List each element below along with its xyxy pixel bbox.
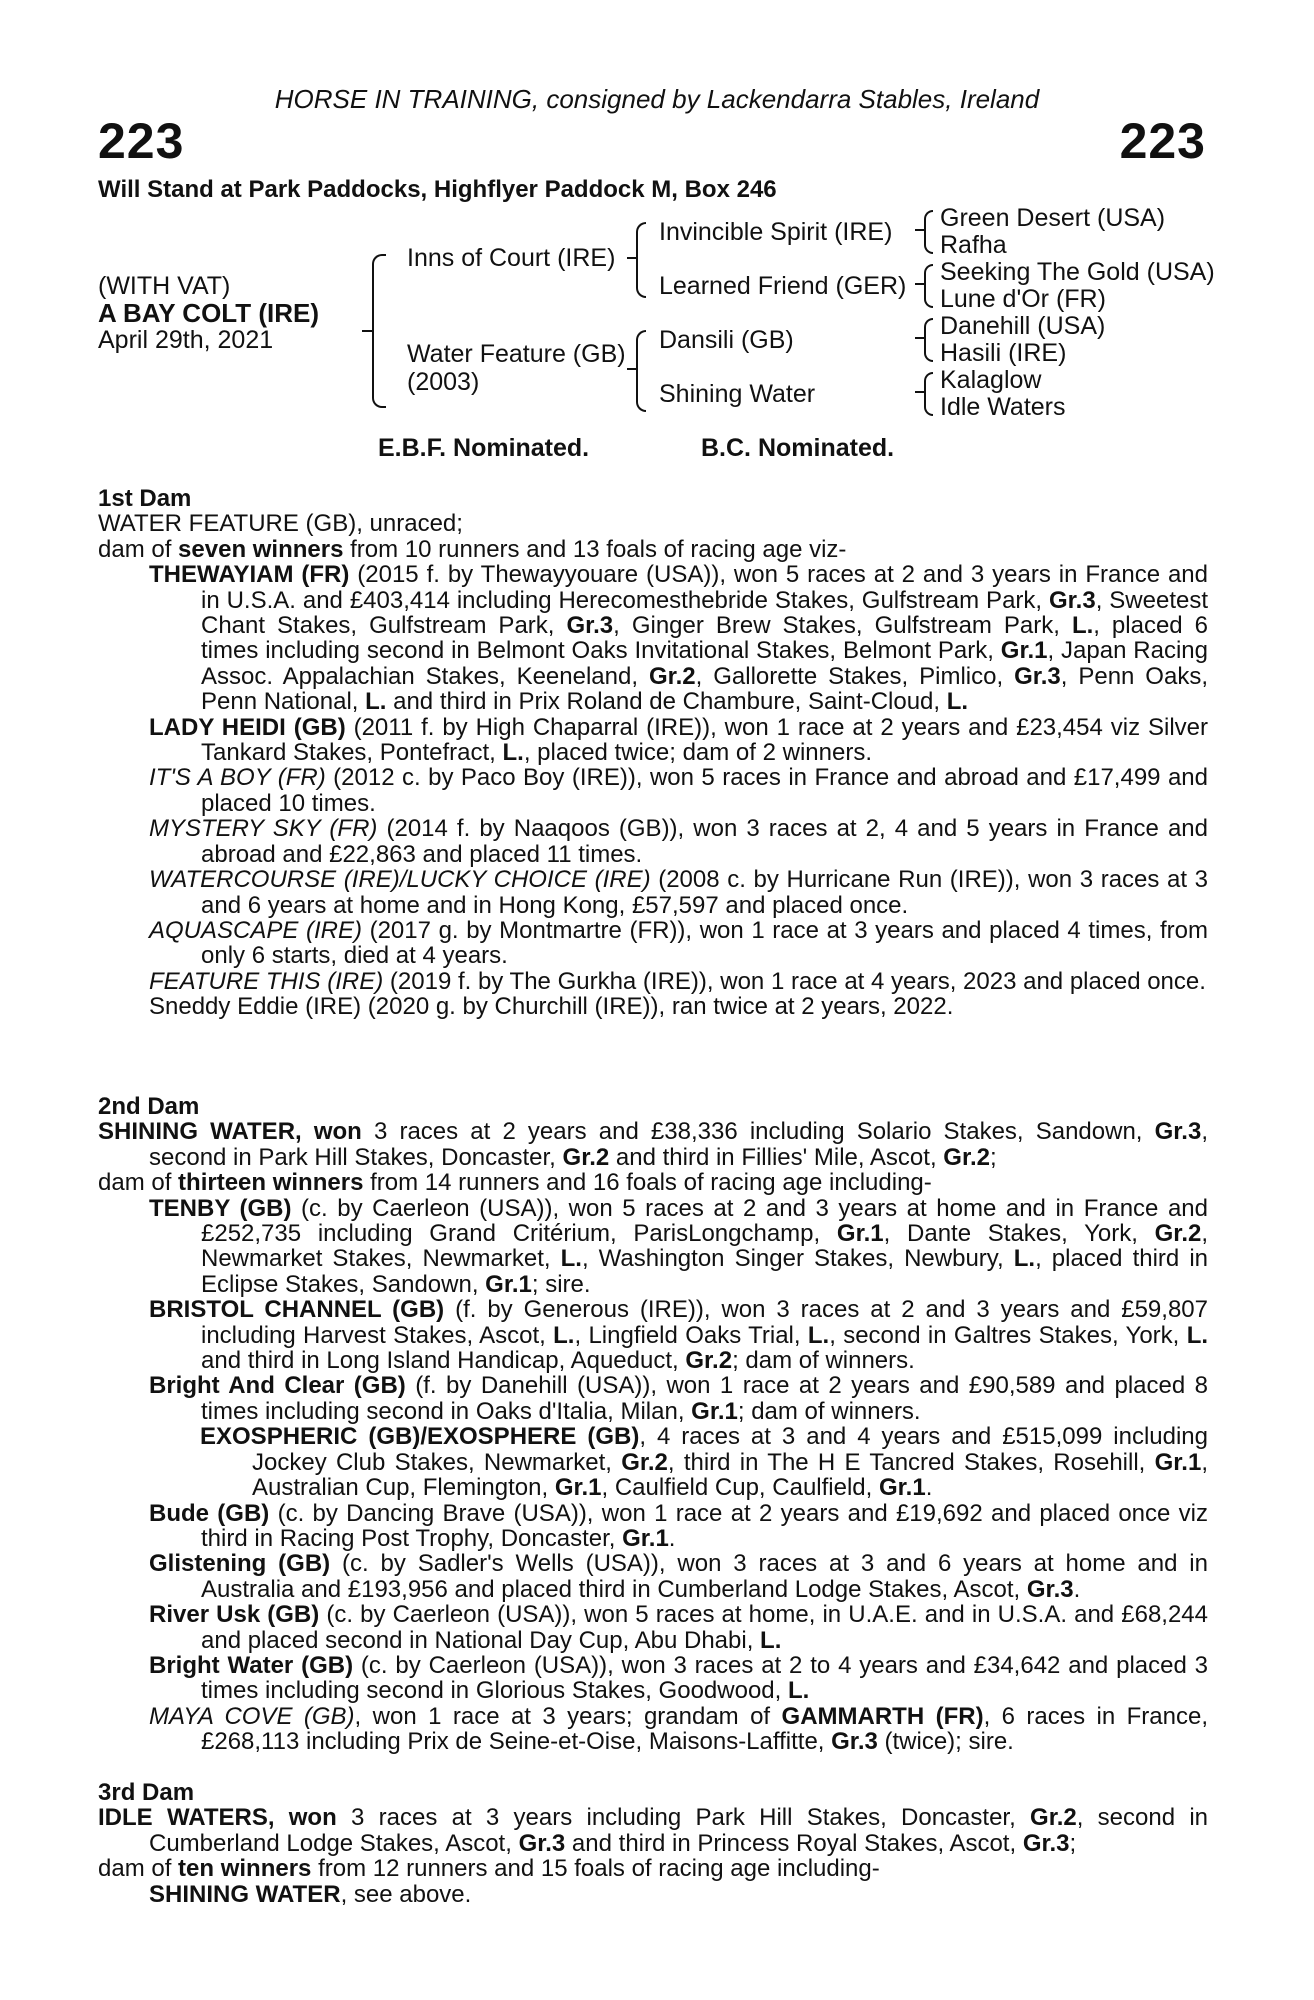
stand-location: Will Stand at Park Paddocks, Highflyer Paddock M, Box 246 — [98, 176, 777, 203]
first-dam-progeny-aquascape: AQUASCAPE (IRE) (2017 g. by Montmartre (FR)), won 1 race at 3 years and placed 4 times, from only 6 starts, died at 4 years. — [149, 916, 1208, 970]
pedigree-brace-g3d — [924, 372, 933, 416]
first-dam-progeny-thewayiam: THEWAYIAM (FR) (2015 f. by Thewayyouare (USA)), won 5 races at 2 and 3 years in France and in U.S.A. and £403,414 including Herecomesthebride Stakes, Gulfstream Park, Gr.3, Sweetest Chant Stakes, Gulfstream Park, Gr.3, Ginger Brew Stakes, Gulfstream Park, L., placed 6 times including second in Belmont Oaks Invitational Stakes, Belmont Park, Gr.1, Japan Racing Assoc. Appalachian Stakes, Keeneland, Gr.2, Gallorette Stakes, Pimlico, Gr.3, Penn Oaks, Penn National, L. and third in Prix Roland de Chambure, Saint-Cloud, L. — [149, 561, 1209, 716]
second-dam-summary: dam of thirteen winners from 14 runners and 16 foals of racing age including- — [98, 1169, 932, 1197]
lot-number-left: 223 — [98, 113, 185, 169]
pedigree-dam-sire: Dansili (GB) — [659, 326, 794, 354]
second-dam-progeny-bristol-channel: BRISTOL CHANNEL (GB) (f. by Generous (IRE)), won 3 races at 2 and 3 years and £59,807 including Harvest Stakes, Ascot, L., Lingfield Oaks Trial, L., second in Galtres Stakes, York, L. and third in Long Island Handicap, Aqueduct, Gr.2; dam of winners. — [149, 1296, 1209, 1375]
horse-name: A BAY COLT (IRE) — [98, 298, 320, 328]
consignment-header: HORSE IN TRAINING, consigned by Lackendarra Stables, Ireland — [274, 84, 1040, 114]
pedigree-g3-5: Danehill (USA) — [940, 312, 1106, 340]
first-dam-heading: 1st Dam — [98, 485, 192, 512]
lot-number-right: 223 — [1119, 113, 1206, 169]
third-dam-progeny-shining-water: SHINING WATER, see above. — [149, 1880, 472, 1908]
first-dam-intro: WATER FEATURE (GB), unraced; — [98, 510, 463, 538]
pedigree-dam-year: (2003) — [407, 368, 480, 396]
pedigree-brace-dam — [636, 330, 646, 412]
first-dam-progeny-its-a-boy: IT'S A BOY (FR) (2012 c. by Paco Boy (IRE)), won 5 races in France and abroad and £17,499 and placed 10 times. — [149, 764, 1209, 817]
third-dam-heading: 3rd Dam — [98, 1779, 195, 1806]
first-dam-progeny-mystery-sky: MYSTERY SKY (FR) (2014 f. by Naaqoos (GB)), won 3 races at 2, 4 and 5 years in France and abroad and £22,863 and placed 11 times. — [149, 815, 1209, 868]
pedigree-g3-6: Hasili (IRE) — [940, 339, 1067, 367]
first-dam-progeny-watercourse: WATERCOURSE (IRE)/LUCKY CHOICE (IRE) (2008 c. by Hurricane Run (IRE)), won 3 races at 3 and 6 years at home and in Hong Kong, £57,597 and placed once. — [149, 866, 1209, 919]
third-dam-record: IDLE WATERS, won 3 races at 3 years including Park Hill Stakes, Doncaster, Gr.2, second in Cumberland Lodge Stakes, Ascot, Gr.3 and third in Princess Royal Stakes, Ascot, Gr.3; — [98, 1804, 1209, 1857]
second-dam-grandprogeny-exospheric: EXOSPHERIC (GB)/EXOSPHERE (GB), 4 races at 3 and 4 years and £515,099 including Jockey Club Stakes, Newmarket, Gr.2, third in The H E Tancred Stakes, Rosehill, Gr.1, Australian Cup, Flemington, Gr.1, Caulfield Cup, Caulfield, Gr.1. — [200, 1423, 1208, 1502]
pedigree-g3-1: Green Desert (USA) — [940, 204, 1166, 232]
second-dam-progeny-river-usk: River Usk (GB) (c. by Caerleon (USA)), won 5 races at home, in U.A.E. and in U.S.A. and £68,244 and placed second in National Day Cup, Abu Dhabi, L. — [149, 1601, 1209, 1654]
ebf-nomination: E.B.F. Nominated. — [378, 434, 590, 462]
second-dam-heading: 2nd Dam — [98, 1093, 200, 1120]
second-dam-record: SHINING WATER, won 3 races at 2 years and £38,336 including Solario Stakes, Sandown, Gr.3, second in Park Hill Stakes, Doncaster, Gr.2 and third in Fillies' Mile, Ascot, Gr.2; — [98, 1118, 1208, 1171]
first-dam-progeny-sneddy-eddie: Sneddy Eddie (IRE) (2020 g. by Churchill (IRE)), ran twice at 2 years, 2022. — [149, 993, 954, 1021]
pedigree-sire-sire: Invincible Spirit (IRE) — [659, 218, 893, 246]
pedigree-dam: Water Feature (GB) — [407, 340, 626, 368]
pedigree-g3-8: Idle Waters — [940, 393, 1066, 421]
pedigree-g3-7: Kalaglow — [940, 366, 1042, 394]
third-dam-section — [98, 1780, 1208, 1907]
first-dam-progeny-feature-this: FEATURE THIS (IRE) (2019 f. by The Gurkha (IRE)), won 1 race at 4 years, 2023 and placed once. — [149, 967, 1206, 995]
pedigree-sire: Inns of Court (IRE) — [407, 244, 616, 272]
pedigree-brace-g3a — [924, 210, 933, 254]
pedigree-dam-dam: Shining Water — [659, 380, 816, 408]
second-dam-section — [98, 1094, 1208, 1755]
third-dam-summary: dam of ten winners from 12 runners and 15 foals of racing age including- — [98, 1855, 880, 1883]
second-dam-progeny-glistening: Glistening (GB) (c. by Sadler's Wells (USA)), won 3 races at 3 and 6 years at home and in Australia and £193,956 and placed third in Cumberland Lodge Stakes, Ascot, Gr.3. — [149, 1550, 1208, 1603]
second-dam-progeny-maya-cove: MAYA COVE (GB), won 1 race at 3 years; grandam of GAMMARTH (FR), 6 races in France, £268,113 including Prix de Seine-et-Oise, Maisons-Laffitte, Gr.3 (twice); sire. — [149, 1702, 1209, 1756]
first-dam-section — [98, 486, 1208, 1020]
pedigree-g3-2: Rafha — [940, 231, 1007, 259]
second-dam-progeny-tenby: TENBY (GB) (c. by Caerleon (USA)), won 5 races at 2 and 3 years at home and in France and £252,735 including Grand Critérium, ParisLongchamp, Gr.1, Dante Stakes, York, Gr.2, Newmarket Stakes, Newmarket, L., Washington Singer Stakes, Newbury, L., placed third in Eclipse Stakes, Sandown, Gr.1; sire. — [149, 1194, 1209, 1298]
first-dam-summary: dam of seven winners from 10 runners and 13 foals of racing age viz- — [98, 535, 847, 563]
pedigree-brace-g3c — [924, 318, 933, 362]
second-dam-progeny-bright-and-clear: Bright And Clear (GB) (f. by Danehill (USA)), won 1 race at 2 years and £90,589 and placed 8 times including second in Oaks d'Italia, Milan, Gr.1; dam of winners. — [149, 1372, 1208, 1425]
pedigree-brace-main — [372, 254, 386, 408]
foaling-date: April 29th, 2021 — [98, 326, 274, 354]
vat-note: (WITH VAT) — [98, 272, 231, 300]
pedigree-g3-4: Lune d'Or (FR) — [940, 285, 1106, 313]
pedigree-brace-g3b — [924, 264, 933, 308]
pedigree-sire-dam: Learned Friend (GER) — [659, 272, 907, 300]
pedigree-brace-sire — [636, 222, 646, 298]
second-dam-progeny-bude: Bude (GB) (c. by Dancing Brave (USA)), won 1 race at 2 years and £19,692 and placed once viz third in Racing Post Trophy, Doncaster, Gr.1. — [149, 1499, 1209, 1552]
pedigree-g3-3: Seeking The Gold (USA) — [940, 258, 1215, 286]
first-dam-progeny-lady-heidi: LADY HEIDI (GB) (2011 f. by High Chaparral (IRE)), won 1 race at 2 years and £23,454 viz Silver Tankard Stakes, Pontefract, L., placed twice; dam of 2 winners. — [149, 713, 1208, 767]
bc-nomination: B.C. Nominated. — [701, 434, 895, 462]
second-dam-progeny-bright-water: Bright Water (GB) (c. by Caerleon (USA)), won 3 races at 2 to 4 years and £34,642 and placed 3 times including second in Glorious Stakes, Goodwood, L. — [149, 1651, 1208, 1705]
